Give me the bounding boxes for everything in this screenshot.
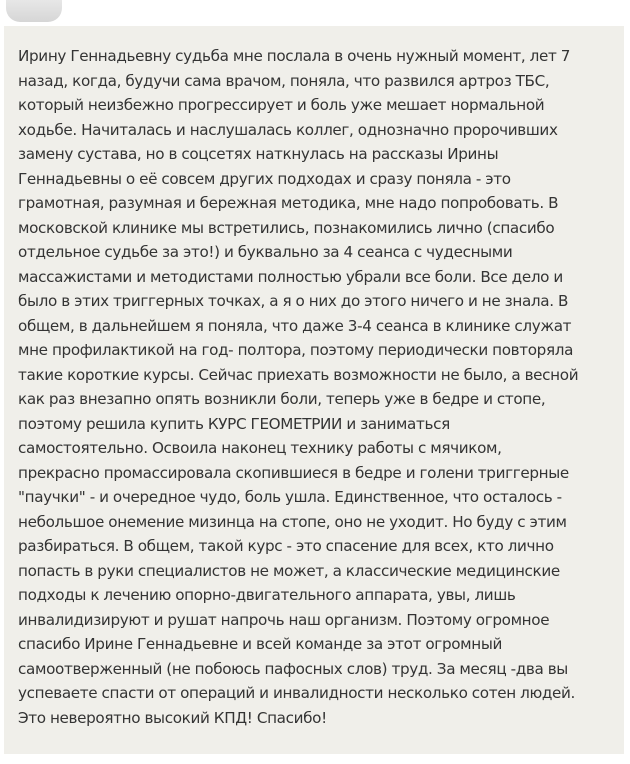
top-tab bbox=[6, 0, 62, 22]
review-text: Ирину Геннадьевну судьба мне послала в очень нужный момент, лет 7 назад, когда, будучи сама врачом, поняла, что развился артроз ТБС, который неизбежно прогрессирует и боль уже мешает нормальной ходьбе. Начиталась и наслушалась коллег, однозначно пророчивших замену сустава, но в соцсетях наткнулась на рассказы Ирины Геннадьевны о её совсем других подходах и сразу поняла - это грамотная, разумная и бережная методика, мне надо попробовать. В московской клинике мы встретились, познакомились лично (спасибо отдельное судьбе за это!) и буквально за 4 сеанса с чудесными массажистами и методистами полностью убрали все боли. Все дело и было в этих триггерных точках, а я о них до этого ничего и не знала. В общем, в дальнейшем я поняла, что даже 3-4 сеанса в клинике служат мне профилактикой на год- полтора, поэтому периодически повторяла такие короткие курсы. Сейчас приехать возможности не было, а весной как раз внезапно опять возникли боли, теперь уже в бедре и стопе, поэтому решила купить КУРС ГЕОМЕТРИИ и заниматься самостоятельно. Освоила наконец технику работы с мячиком, прекрасно промассировала скопившиеся в бедре и голени триггерные "паучки" - и очередное чудо, боль ушла. Единственное, что осталось - небольшое онемение мизинца на стопе, оно не уходит. Но буду с этим разбираться. В общем, такой курс - это спасение для всех, кто лично попасть в руки специалистов не может, а классические медицинские подходы к лечению опорно-двигательного аппарата, увы, лишь инвалидизируют и рушат напрочь наш организм. Поэтому огромное спасибо Ирине Геннадьевне и всей команде за этот огромный самоотверженный (не побоюсь пафосных слов) труд. За месяц -два вы успеваете спасти от операций и инвалидности несколько сотен людей. Это невероятно высокий КПД! Спасибо! bbox=[18, 47, 579, 727]
review-card bbox=[4, 26, 624, 754]
